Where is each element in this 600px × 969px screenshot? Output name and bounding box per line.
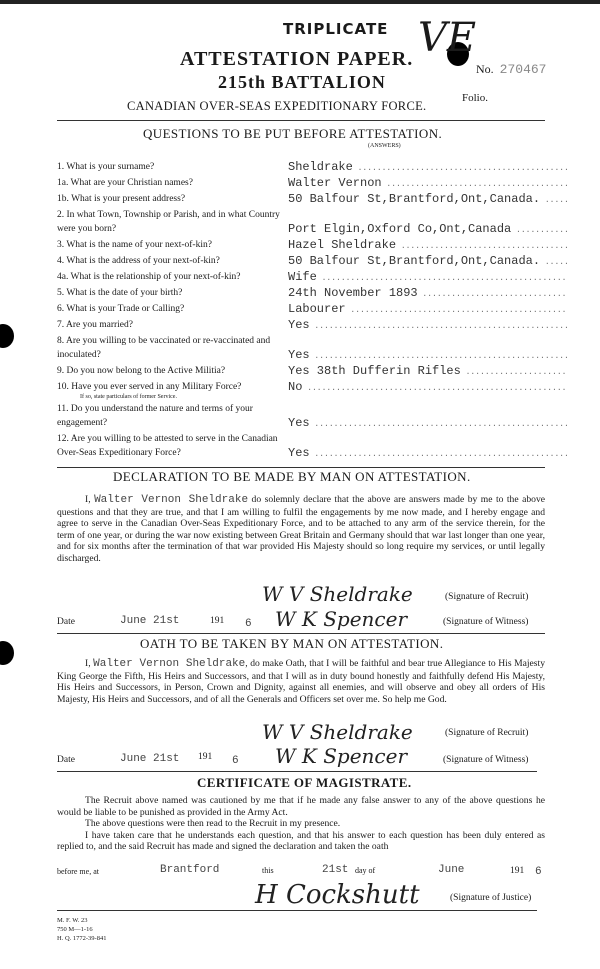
answer-14: Yes .....: [288, 416, 568, 432]
question-4: 2. In what Town, Township or Parish, and in what Country were you born?: [57, 210, 280, 234]
cert-year-prefix: 191: [510, 866, 525, 876]
divider: [57, 467, 545, 468]
certificate-paragraph: The above questions were then read to the Recruit in my presence.: [85, 818, 341, 829]
declaration-body: do solemnly declare that the above are answers made by me to the above questions and that they are true, and that I am willing to fulfil the engagements by me now made, and I hereby engage and agree to serve in the Canadian Over-Seas Expeditionary Force, and to be attached to any arm of the service therein, for the term of one year, or during the war now existing between Great Britain and Germany should that war last longer than one year, and for six months after the termination of that war provided His Majesty should so long require my services, or until legally discharged.: [57, 494, 545, 564]
form-code: M. F. W. 23: [57, 917, 88, 924]
answer-3: 50 Balfour St,Brantford,Ont,Canada. .....: [288, 192, 568, 208]
questions-heading: QUESTIONS TO BE PUT BEFORE ATTESTATION.: [143, 126, 443, 141]
oath-body: , do make Oath, that I will be faithful and bear true Allegiance to His Majesty King George the Fifth, His Heirs and Successors, and that I will as in duty bound honestly and faithfully defend His Majesty, His Heirs and Successors, in Person, Crown and Dignity, against all enemies, and will observe and obey all orders of His Majesty, His Heirs and Successors, and of all the Generals and Officers set over me. So help me God.: [57, 658, 545, 705]
question-14: 11. Do you understand the nature and terms of your engagement?: [57, 404, 253, 428]
answer-11: Yes .....: [288, 348, 568, 364]
year-suffix: 6: [245, 618, 252, 630]
divider: [57, 910, 537, 911]
oath-recruit-caption: (Signature of Recruit): [445, 728, 529, 738]
punch-hole: [0, 641, 14, 665]
cert-year-suffix: 6: [535, 866, 542, 878]
certificate-text: [57, 795, 545, 853]
this-label: this: [262, 866, 274, 875]
certificate-paragraph: The Recruit above named was cautioned by me that if he made any false answer to any of the above questions he would be liable to be punished as provided in the Army Act.: [57, 795, 545, 818]
recruit-signature-caption: (Signature of Recruit): [445, 592, 529, 602]
year-prefix: 191: [210, 616, 225, 626]
declaration-heading: DECLARATION TO BE MADE BY MAN ON ATTESTATION.: [113, 469, 471, 484]
divider: [57, 771, 537, 772]
answers-label: (ANSWERS): [368, 143, 401, 149]
oath-name: Walter Vernon Sheldrake: [93, 658, 246, 670]
witness-signature: W K Spencer: [275, 607, 408, 631]
document-title: ATTESTATION PAPER.: [180, 48, 414, 70]
before-me-label: before me, at: [57, 867, 99, 876]
question-15: 12. Are you willing to be attested to serve in the Canadian Over-Seas Expeditionary Force?: [57, 434, 278, 458]
answer-8: 24th November 1893 .....: [288, 286, 568, 302]
oath-witness-caption: (Signature of Witness): [443, 755, 529, 765]
question-7: 4a. What is the relationship of your next-of-kin?: [57, 272, 241, 282]
attestation-place: Brantford: [160, 864, 220, 876]
day-of-label: day of: [355, 866, 376, 875]
question-9: 6. What is your Trade or Calling?: [57, 304, 185, 314]
question-13: 10. Have you ever served in any Military Force?: [57, 382, 242, 392]
date-label: Date: [57, 617, 75, 627]
recruit-signature: W V Sheldrake: [262, 582, 413, 606]
number-label: No.: [476, 62, 494, 76]
oath-date-label: Date: [57, 755, 75, 765]
punch-hole: [0, 324, 14, 348]
answer-1: Sheldrake .....: [288, 160, 568, 176]
hq-reference: H. Q. 1772-39-841: [57, 935, 107, 942]
declarant-name: Walter Vernon Sheldrake: [94, 494, 249, 506]
oath-heading: OATH TO BE TAKEN BY MAN ON ATTESTATION.: [140, 636, 444, 651]
divider: [57, 633, 545, 634]
oath-prefix: I,: [85, 658, 91, 669]
oath-witness-signature: W K Spencer: [275, 744, 408, 768]
certificate-paragraph: I have taken care that he understands each question, and that his answer to each question has been duly entered as replied to, and the said Recruit has made and signed the declaration and taken the oath: [57, 829, 545, 852]
number-value: 270467: [499, 62, 547, 77]
answer-12: Yes 38th Dufferin Rifles .....: [288, 364, 568, 380]
print-run: 750 M—1-16: [57, 926, 93, 933]
answer-6: 50 Balfour St,Brantford,Ont,Canada. .....: [288, 254, 568, 270]
question-note: If so, state particulars of former Service.: [80, 394, 177, 400]
justice-signature: H Cockshutt: [255, 880, 420, 910]
oath-text: [57, 658, 545, 705]
question-6: 4. What is the address of your next-of-kin?: [57, 256, 220, 266]
attestation-day: 21st: [322, 864, 349, 876]
answer-9: Labourer .....: [288, 302, 568, 318]
oath-date: June 21st: [120, 753, 180, 765]
answer-2: Walter Vernon .....: [288, 176, 568, 192]
scan-top-edge: [0, 0, 600, 4]
question-8: 5. What is the date of your birth?: [57, 288, 183, 298]
answer-13: No .....: [288, 380, 568, 396]
question-3: 1b. What is your present address?: [57, 194, 186, 204]
declaration-date: June 21st: [120, 615, 180, 627]
answer-15: Yes .....: [288, 446, 568, 462]
triplicate-stamp: TRIPLICATE: [283, 20, 389, 38]
justice-caption: (Signature of Justice): [450, 893, 532, 903]
question-2: 1a. What are your Christian names?: [57, 178, 193, 188]
oath-recruit-signature: W V Sheldrake: [262, 720, 413, 744]
certificate-heading: CERTIFICATE OF MAGISTRATE.: [197, 775, 412, 790]
witness-signature-caption: (Signature of Witness): [443, 617, 529, 627]
question-10: 7. Are you married?: [57, 320, 133, 330]
question-1: 1. What is your surname?: [57, 162, 155, 172]
question-12: 9. Do you now belong to the Active Militia?: [57, 366, 226, 376]
regimental-number: [476, 62, 546, 77]
answer-5: Hazel Sheldrake .....: [288, 238, 568, 254]
declaration-text: [57, 494, 545, 564]
battalion-stamp: 215th BATTALION: [218, 72, 386, 92]
attestation-month: June: [438, 864, 465, 876]
oath-year-suffix: 6: [232, 755, 239, 767]
force-subtitle: CANADIAN OVER-SEAS EXPEDITIONARY FORCE.: [127, 99, 427, 113]
answer-7: Wife .....: [288, 270, 568, 286]
oath-year-prefix: 191: [198, 752, 213, 762]
question-5: 3. What is the name of your next-of-kin?: [57, 240, 212, 250]
question-11: 8. Are you willing to be vaccinated or re-vaccinated and inoculated?: [57, 336, 271, 360]
handwritten-initials: VE: [418, 15, 477, 61]
answer-4: Port Elgin,Oxford Co,Ont,Canada .....: [288, 222, 568, 238]
form-reference: [57, 916, 106, 943]
answer-10: Yes .....: [288, 318, 568, 334]
folio-label: Folio.: [462, 92, 488, 104]
divider: [57, 120, 545, 121]
declaration-prefix: I,: [85, 494, 91, 505]
